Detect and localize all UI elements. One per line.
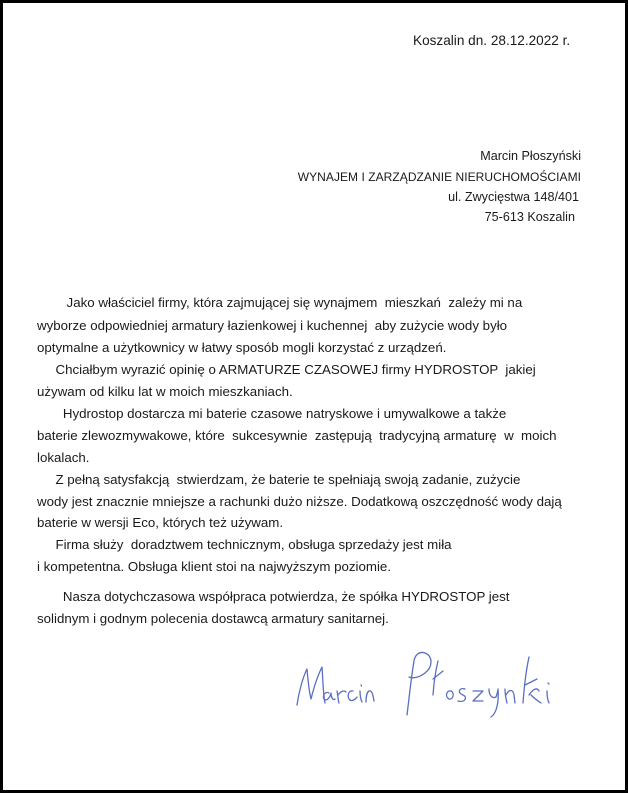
body-line: lokalach. [37, 450, 90, 465]
body-line: solidnym i godnym polecenia dostawcą armatury sanitarnej. [37, 611, 389, 626]
handwritten-signature [293, 641, 583, 721]
body-line: wody jest znacznie mniejsze a rachunki dużo niższe. Dodatkową oszczędność wody dają [37, 494, 562, 509]
body-line: baterie w wersji Eco, których też używam. [37, 515, 284, 530]
body-line: wyborze odpowiedniej armatury łazienkowej i kuchennej aby zużycie wody było [37, 318, 508, 333]
body-line: i kompetentna. Obsługa klient stoi na najwyższym poziomie. [37, 559, 392, 574]
body-line: Jako właściciel firmy, która zajmującej się wynajmem mieszkań zależy mi na [37, 295, 523, 310]
body-line: Z pełną satysfakcją stwierdzam, że baterie te spełniają swoją zadanie, zużycie [37, 472, 521, 487]
sender-postal-city: 75-613 Koszalin [484, 210, 575, 224]
sender-street: ul. Zwycięstwa 148/401 [448, 190, 579, 204]
body-line: Hydrostop dostarcza mi baterie czasowe natryskowe i umywalkowe a także [37, 406, 507, 421]
body-line: używam od kilku lat w moich mieszkaniach. [37, 384, 293, 399]
body-line: Nasza dotychczasowa współpraca potwierdza, że spółka HYDROSTOP jest [37, 589, 510, 604]
date-line: Koszalin dn. 28.12.2022 r. [413, 33, 571, 48]
body-line: baterie zlewozmywakowe, które sukcesywnie zastępują tradycyjną armaturę w moich [37, 428, 557, 443]
body-line: Firma służy doradztwem technicznym, obsługa sprzedaży jest miła [37, 537, 452, 552]
body-line: Chciałbym wyrazić opinię o ARMATURZE CZASOWEJ firmy HYDROSTOP jakiej [37, 362, 536, 377]
sender-name: Marcin Płoszyński [480, 149, 581, 163]
body-line: optymalne a użytkownicy w łatwy sposób mogli korzystać z urządzeń. [37, 340, 447, 355]
sender-company: WYNAJEM I ZARZĄDZANIE NIERUCHOMOŚCIAMI [297, 170, 581, 184]
